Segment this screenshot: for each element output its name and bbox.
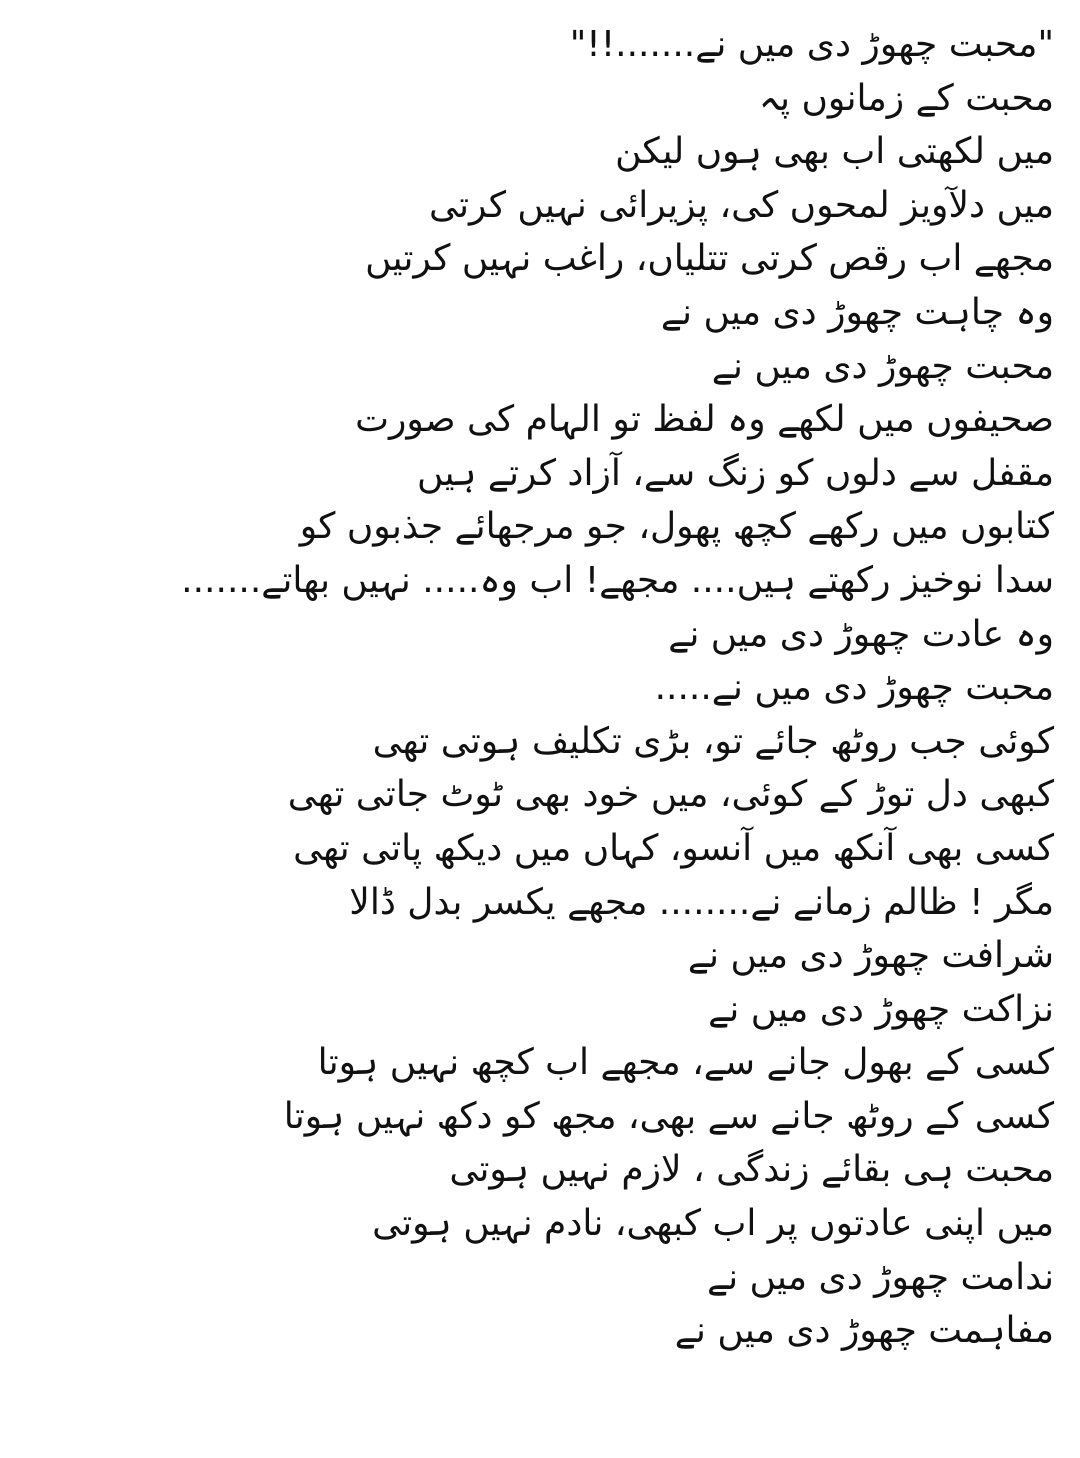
poem-line: مجھے اب رقص کرتی تتلیاں، راغب نہیں کرتیں (365, 238, 1054, 280)
poem-line: کسی کے بھول جانے سے، مجھے اب کچھ نہیں ہوتا (317, 1042, 1054, 1084)
poem-line: محبت ہی بقائے زندگی ، لازم نہیں ہوتی (449, 1149, 1054, 1191)
poem-line: نزاکت چھوڑ دی میں نے (708, 988, 1054, 1030)
poem-line: مقفل سے دلوں کو زنگ سے، آزاد کرتے ہیں (417, 452, 1054, 494)
poem-line: کوئی جب روٹھ جائے تو، بڑی تکلیف ہوتی تھی (372, 720, 1054, 762)
poem-line: وہ عادت چھوڑ دی میں نے (668, 613, 1054, 655)
poem-line: شرافت چھوڑ دی میں نے (687, 935, 1054, 977)
poem-line: سدا نوخیز رکھتے ہیں.... مجھے! اب وہ..... نہیں بھاتے....... (181, 559, 1054, 601)
poem-line: وہ چاہت چھوڑ دی میں نے (660, 291, 1054, 333)
poem-line: مفاہمت چھوڑ دی میں نے (674, 1310, 1054, 1352)
poem-line: کبھی دل توڑ کے کوئی، میں خود بھی ٹوٹ جاتی تھی (287, 774, 1054, 816)
poem-title: "محبت چھوڑ دی میں نے.......!!" (569, 24, 1054, 65)
poem-line: کسی بھی آنکھ میں آنسو، کہاں میں دیکھ پاتی تھی (293, 827, 1054, 869)
poem-line: مگر ! ظالم زمانے نے........ مجھے یکسر بدل ڈالا (349, 881, 1054, 923)
poem-line: کسی کے روٹھ جانے سے بھی، مجھ کو دکھ نہیں ہوتا (283, 1095, 1054, 1137)
poem-line: میں دلآویز لمحوں کی، پزیرائی نہیں کرتی (428, 184, 1054, 226)
poem-line: میں لکھتی اب بھی ہوں لیکن (615, 131, 1054, 173)
poem-line: محبت کے زمانوں پہ (758, 77, 1054, 119)
poem-line: محبت چھوڑ دی میں نے (711, 345, 1054, 387)
poem-line: ندامت چھوڑ دی میں نے (706, 1256, 1054, 1298)
poem-line: صحیفوں میں لکھے وہ لفظ تو الہام کی صورت (355, 399, 1054, 441)
poem-line: محبت چھوڑ دی میں نے..... (654, 667, 1054, 709)
poem-text (14, 18, 1054, 1358)
poem-line: میں اپنی عادتوں پر اب کبھی، نادم نہیں ہوتی (372, 1203, 1054, 1245)
poem-line: کتابوں میں رکھے کچھ پھول، جو مرجھائے جذبوں کو (299, 506, 1054, 548)
